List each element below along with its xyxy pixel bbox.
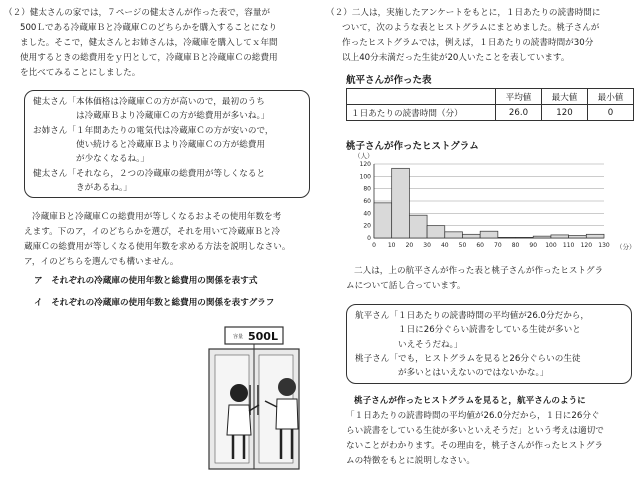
histogram-ytick-label: 60 (363, 198, 371, 205)
histogram-bar (586, 234, 604, 238)
histogram-xtick-label: 0 (372, 242, 376, 249)
histogram-xtick-label: 120 (580, 242, 593, 249)
right-task-line-5: ムの特徴をもとに説明しなさい。 (346, 456, 475, 466)
table-row (347, 105, 634, 121)
histogram-ytick-label: 40 (363, 210, 371, 218)
histogram-xtick-label: 80 (511, 242, 520, 249)
right-dialogue-line-4: 桃子さん「でも，ヒストグラムを見ると26分ぐらいの生徒 (355, 354, 581, 364)
right-dialogue-line-2: １日に26分ぐらい読書をしている生徒が多いと (355, 325, 581, 335)
histogram-bar (392, 168, 410, 238)
histogram-bar (498, 237, 516, 238)
right-discuss-line-1: 二人は，上の航平さんが作った表と桃子さんが作ったヒストグラ (354, 266, 604, 276)
histogram-xtick-label: 20 (405, 242, 414, 249)
table-header-row (347, 89, 634, 105)
histogram-bar (445, 232, 463, 238)
histogram-ytick-label: 80 (363, 185, 371, 193)
histogram-bar (480, 231, 498, 238)
left-dialogue-line-3: お姉さん「１年間あたりの電気代は冷蔵庫Ｃの方が安いので， (33, 126, 274, 136)
right-dialogue-line-5: が多いとはいえないのではないかな。」 (355, 368, 549, 378)
right-dialogue-line-3: いえそうだね。」 (355, 340, 463, 350)
right-q2-line-1: （２）二人は，実施したアンケートをもとに，１日あたりの読書時間に (326, 8, 601, 18)
histogram-xlabel: （分） (616, 243, 636, 251)
histogram-bar (427, 226, 445, 238)
option-a: ア それぞれの冷蔵庫の使用年数と総費用の関係を表す式 (34, 276, 258, 286)
histogram-chart (352, 150, 636, 258)
right-q2-line-4: 以上40分未満だった生徒が20人いたことを表しています。 (342, 53, 570, 63)
left-q2-line-4: 使用するときの総費用をｙ円として，冷蔵庫Ｂと冷蔵庫Ｃの総費用 (20, 53, 278, 63)
left-dialogue-line-1: 健太さん「本体価格は冷蔵庫Ｃの方が高いので，最初のうち (33, 97, 265, 107)
left-dialogue-line-4: 使い続けると冷蔵庫Ｂより冷蔵庫Ｃの方が総費用 (33, 140, 266, 150)
histogram-xtick-label: 60 (476, 242, 484, 249)
histogram-xtick-label: 70 (494, 242, 502, 249)
histogram-ytick-label: 100 (359, 173, 371, 181)
left-dialogue-line-5: が少なくなるね。」 (33, 154, 150, 164)
histogram-ytick-label: 120 (359, 161, 371, 168)
left-task-line-3: 蔵庫Ｃの総費用が等しくなる使用年数を求める方法を説明しなさい。 (24, 242, 291, 252)
histogram-title: 桃子さんが作ったヒストグラム (346, 141, 479, 152)
table-header-min: 最小値 (588, 89, 634, 105)
summary-table (346, 88, 634, 121)
fridge-illustration (195, 325, 315, 475)
right-discuss-line-2: ムについて話し合っています。 (346, 281, 466, 291)
left-task-line-4: ア，イのどちらを選んでも構いません。 (24, 257, 179, 267)
right-q2-line-2: ついて，次のような表とヒストグラムにまとめました。桃子さんが (342, 23, 600, 33)
left-dialogue-line-6: 健太さん「それなら，２つの冷蔵庫の総費用が等しくなると (33, 169, 266, 179)
histogram-xtick-label: 50 (458, 242, 467, 249)
histogram-xtick-label: 110 (562, 242, 575, 249)
left-dialogue-line-2: は冷蔵庫Ｂより冷蔵庫Ｃの方が総費用が多いね。」 (33, 111, 270, 121)
right-dialogue-line-1: 航平さん「１日あたりの読書時間の平均値が26.0分だから， (355, 311, 589, 321)
histogram-bar (462, 234, 480, 238)
left-q2-line-5: を比べてみることにしました。 (20, 68, 141, 78)
capacity-sign-big: 500L (248, 330, 278, 343)
right-q2-line-3: 作ったヒストグラムでは，例えば，１日あたりの読書時間が30分 (342, 38, 594, 48)
right-task-line-1: 桃子さんが作ったヒストグラムを見ると，航平さんのように (354, 396, 586, 406)
table-header-mean: 平均値 (496, 89, 542, 105)
histogram-bar (516, 237, 534, 238)
histogram-bar (374, 203, 392, 238)
left-task-line-2: えます。下のア，イのどちらかを選び，それを用いて冷蔵庫Ｂと冷 (24, 227, 281, 237)
histogram-ytick-label: 0 (367, 235, 371, 242)
table-header-blank (347, 89, 496, 105)
histogram-ylabel: （人） (354, 152, 374, 160)
histogram-xtick-label: 30 (423, 242, 431, 249)
histogram-bar (551, 235, 569, 238)
boy-head (278, 378, 296, 396)
table-row-label: １日あたりの読書時間（分） (347, 105, 496, 121)
table-title: 航平さんが作った表 (346, 75, 432, 86)
histogram-xtick-label: 100 (545, 242, 557, 249)
right-task-line-2: 「１日あたりの読書時間の平均値が26.0分だから，１日に26分ぐ (346, 411, 600, 421)
right-task-line-4: ないことがわかります。その理由を，桃子さんが作ったヒストグラ (346, 441, 603, 451)
left-q2-line-3: ました。そこで，健太さんとお姉さんは，冷蔵庫を購入してｘ年間 (20, 38, 278, 48)
option-i: イ それぞれの冷蔵庫の使用年数と総費用の関係を表すグラフ (34, 298, 275, 308)
left-q2-line-1: （２）健太さんの家では，７ページの健太さんが作った表で，容量が (4, 8, 271, 18)
histogram-xtick-label: 10 (387, 242, 396, 249)
right-task-line-3: らい読書をしている生徒が多いといえそうだ」という考えは適切で (346, 426, 604, 436)
left-q2-line-2: 500Ｌである冷蔵庫Ｂと冷蔵庫Ｃのどちらかを購入することになり (20, 23, 278, 33)
capacity-sign-small: 容量 (233, 334, 244, 340)
histogram-bar (533, 236, 551, 238)
histogram-xtick-label: 40 (440, 242, 449, 249)
right-dialogue-box (346, 304, 632, 384)
table-cell-mean: 26.0 (496, 105, 542, 121)
left-dialogue-line-7: きがあるね。」 (33, 183, 132, 193)
table-cell-min: 0 (588, 105, 634, 121)
left-task-line-1: 冷蔵庫Ｂと冷蔵庫Ｃの総費用が等しくなるおよその使用年数を考 (32, 212, 282, 222)
table-cell-max: 120 (542, 105, 588, 121)
table-header-max: 最大値 (542, 89, 588, 105)
histogram-bar (569, 236, 587, 238)
girl-head (230, 384, 248, 402)
histogram-xtick-label: 130 (598, 242, 610, 249)
histogram-bar (409, 215, 427, 238)
left-dialogue-box (24, 90, 310, 198)
histogram-ytick-label: 20 (363, 222, 371, 230)
histogram-xtick-label: 90 (529, 242, 538, 249)
